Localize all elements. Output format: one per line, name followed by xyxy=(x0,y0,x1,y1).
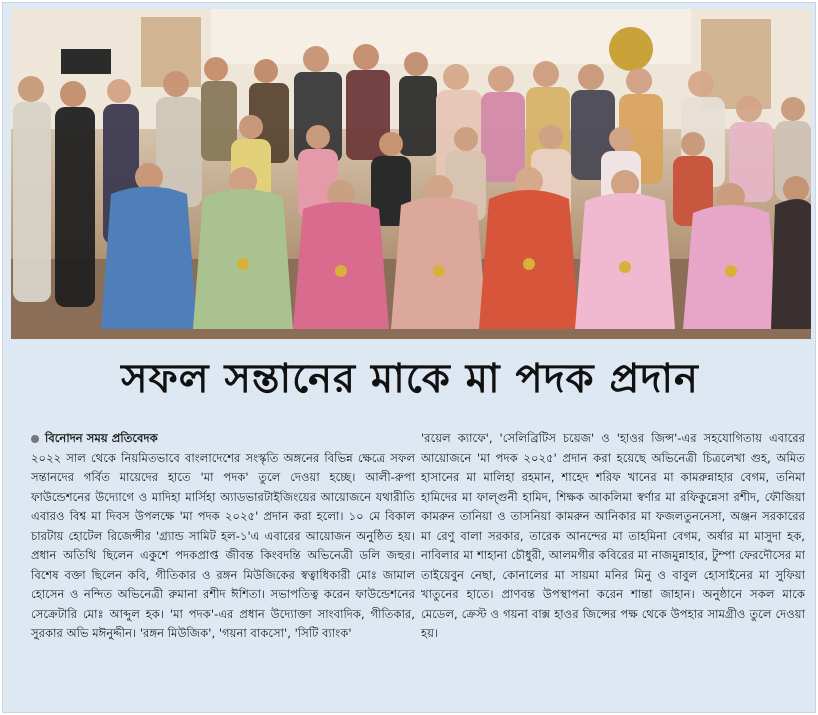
group-photo xyxy=(11,9,811,339)
article-column-left xyxy=(31,429,415,644)
newspaper-clipping xyxy=(2,2,816,713)
group-photo-illustration xyxy=(11,9,811,339)
bullet-icon xyxy=(31,435,39,443)
article-body-right: 'রয়েল ক্যাফে', 'সেলিব্রিটিস চয়েজ' ও 'হাওর জিন্স'-এর সহযোগিতায় এবারের আয়োজনে 'মা পদক ২০২৫' প্রদান করা হয়েছে অভিনেত্রী চিত্রলেখা গুহ, অমিত হাসানের মা মালিহা রহমান, শাহেদ শরিফ খানের মা কামরুন্নাহার বেগম, তনিমা হামিদের মা ফাল্গুনী হামিদ, শিক্ষক আকলিমা স্বর্ণার মা রফিকুন্নেসা রশীদ, ফৌজিয়া কামরুন তানিয়া ও তাসনিয়া কামরুন আনিকার মা ফজলতুননেসা, অঞ্জন সরকারের মা রেণু বালা সরকার, তারেক আনন্দের মা তাহমিনা বেগম, অর্ষার মা মাসুদা হক, নাবিলার মা শাহানা চৌধুরী, আলমগীর কবিরের মা নাজমুন্নাহার, টুম্পা ফেরদৌসের মা তাইয়েবুন নেছা, কোনালের মা সায়মা মনির মিনু ও বাবুল হোসাইনের মা সুফিয়া খাতুনের হাতে। প্রাণবন্ত উপস্থাপনা করেন শান্তা জাহান। অনুষ্ঠানে সকল মাকে মেডেল, ক্রেস্ট ও গয়না বাক্স হাওর জিন্সের পক্ষ থেকে উপহার সামগ্রীও তুলে দেওয়া হয়। xyxy=(421,431,805,640)
byline-text: বিনোদন সময় প্রতিবেদক xyxy=(45,431,158,445)
article-body-left: ২০২২ সাল থেকে নিয়মিতভাবে বাংলাদেশের সংস্কৃতি অঙ্গনের বিভিন্ন ক্ষেত্রে সফল সন্তানদের গর্বিত মায়েদের হাতে 'মা পদক' তুলে দেওয়া হচ্ছে। আলী-রুপা ফাউন্ডেশনের উদ্যোগে ও মাদিহা মার্সিহা অ্যাডভারটাইজিংয়ের আয়োজনে যথারীতি এবারও বিশ্ব মা দিবস উপলক্ষে 'মা পদক ২০২৫' প্রদান করা হলো। ১০ মে বিকাল চারটায় হোটেল রিজেন্সীর 'গ্র্যান্ড সামিট হল-১'এ এবারের আয়োজন অনুষ্ঠিত হয়। প্রধান অতিথি ছিলেন একুশে পদকপ্রাপ্ত জীবন্ত কিংবদন্তি অভিনেত্রী ডলি জহুর। বিশেষ বক্তা ছিলেন কবি, গীতিকার ও রঙ্গন মিউজিকের স্বত্বাধিকারী মোঃ জামাল হোসেন ও নন্দিত অভিনেত্রী রুমানা রশীদ ঈশিতা। সভাপতিত্ব করেন ফাউন্ডেশনের সেক্রেটারি মোঃ আব্দুল হক। 'মা পদক'-এর প্রধান উদ্যোক্তা সাংবাদিক, গীতিকার, সুরকার অভি মঈনুদ্দীন। 'রঙ্গন মিউজিক', 'গয়না বাকসো', 'সিটি ব্যাংক' xyxy=(31,450,415,640)
byline xyxy=(31,429,415,449)
headline: সফল সন্তানের মাকে মা পদক প্রদান xyxy=(121,356,699,402)
article-column-right xyxy=(421,429,805,644)
